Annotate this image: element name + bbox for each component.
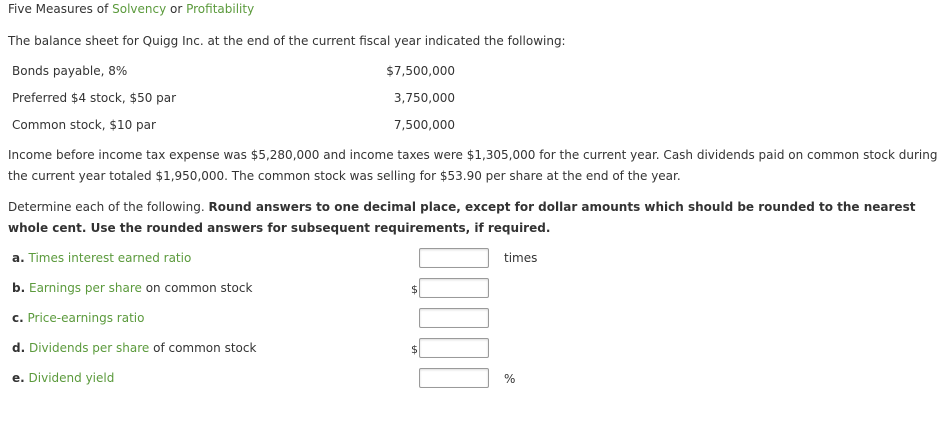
title-middle: or xyxy=(166,2,187,16)
percent-unit-label: % xyxy=(504,372,516,386)
earnings-per-share-link[interactable]: Earnings per share xyxy=(28,281,142,295)
requirement-suffix: on common stock xyxy=(141,281,253,295)
requirement-letter: e. xyxy=(12,371,25,385)
price-earnings-ratio-link[interactable]: Price-earnings ratio xyxy=(27,311,145,325)
times-interest-earned-input[interactable] xyxy=(419,248,489,268)
times-unit-label: times xyxy=(504,251,538,265)
balance-sheet-value-common: 7,500,000 xyxy=(393,118,455,132)
price-earnings-ratio-input[interactable] xyxy=(419,308,489,328)
dividends-per-share-link[interactable]: Dividends per share xyxy=(28,341,150,355)
requirement-letter: b. xyxy=(12,281,26,295)
dollar-prefix: $ xyxy=(411,283,418,296)
dividend-yield-input[interactable] xyxy=(419,368,489,388)
problem-description: Income before income tax expense was $5,280,000 and income taxes were $1,305,000 for the current year. Cash dividends paid on common stock during the current year totaled $1,950,000. The common stock was selling for $53.90 per share at the end of the year. xyxy=(8,148,938,183)
requirement-letter: c. xyxy=(12,311,24,325)
requirement-b xyxy=(12,281,252,295)
profitability-link[interactable]: Profitability xyxy=(186,2,255,16)
instructions-plain: Determine each of the following. xyxy=(8,200,209,214)
instructions xyxy=(8,197,928,239)
balance-sheet-value-bonds: $7,500,000 xyxy=(386,64,455,78)
balance-sheet-label-preferred: Preferred $4 stock, $50 par xyxy=(12,91,177,105)
dividend-yield-link[interactable]: Dividend yield xyxy=(28,371,115,385)
instructions-bold: Round answers to one decimal place, except for dollar amounts which should be rounded to the nearest whole cent. Use the rounded answers for subsequent requirements, if required. xyxy=(8,200,916,235)
title-prefix: Five Measures of xyxy=(8,2,113,16)
dividends-per-share-input[interactable] xyxy=(419,338,489,358)
balance-sheet-label-common: Common stock, $10 par xyxy=(12,118,156,132)
dollar-prefix: $ xyxy=(411,343,418,356)
page-title xyxy=(8,2,254,16)
balance-sheet-value-preferred: 3,750,000 xyxy=(393,91,455,105)
requirement-d xyxy=(12,341,256,355)
solvency-link[interactable]: Solvency xyxy=(112,2,167,16)
earnings-per-share-input[interactable] xyxy=(419,278,489,298)
requirement-letter: a. xyxy=(12,251,25,265)
times-interest-earned-link[interactable]: Times interest earned ratio xyxy=(28,251,192,265)
requirement-c xyxy=(12,311,144,325)
requirement-letter: d. xyxy=(12,341,26,355)
requirement-e xyxy=(12,371,114,385)
balance-sheet-label-bonds: Bonds payable, 8% xyxy=(12,64,128,78)
requirement-suffix: of common stock xyxy=(149,341,257,355)
requirement-a xyxy=(12,251,191,265)
intro-text: The balance sheet for Quigg Inc. at the end of the current fiscal year indicated the following: xyxy=(8,34,566,48)
